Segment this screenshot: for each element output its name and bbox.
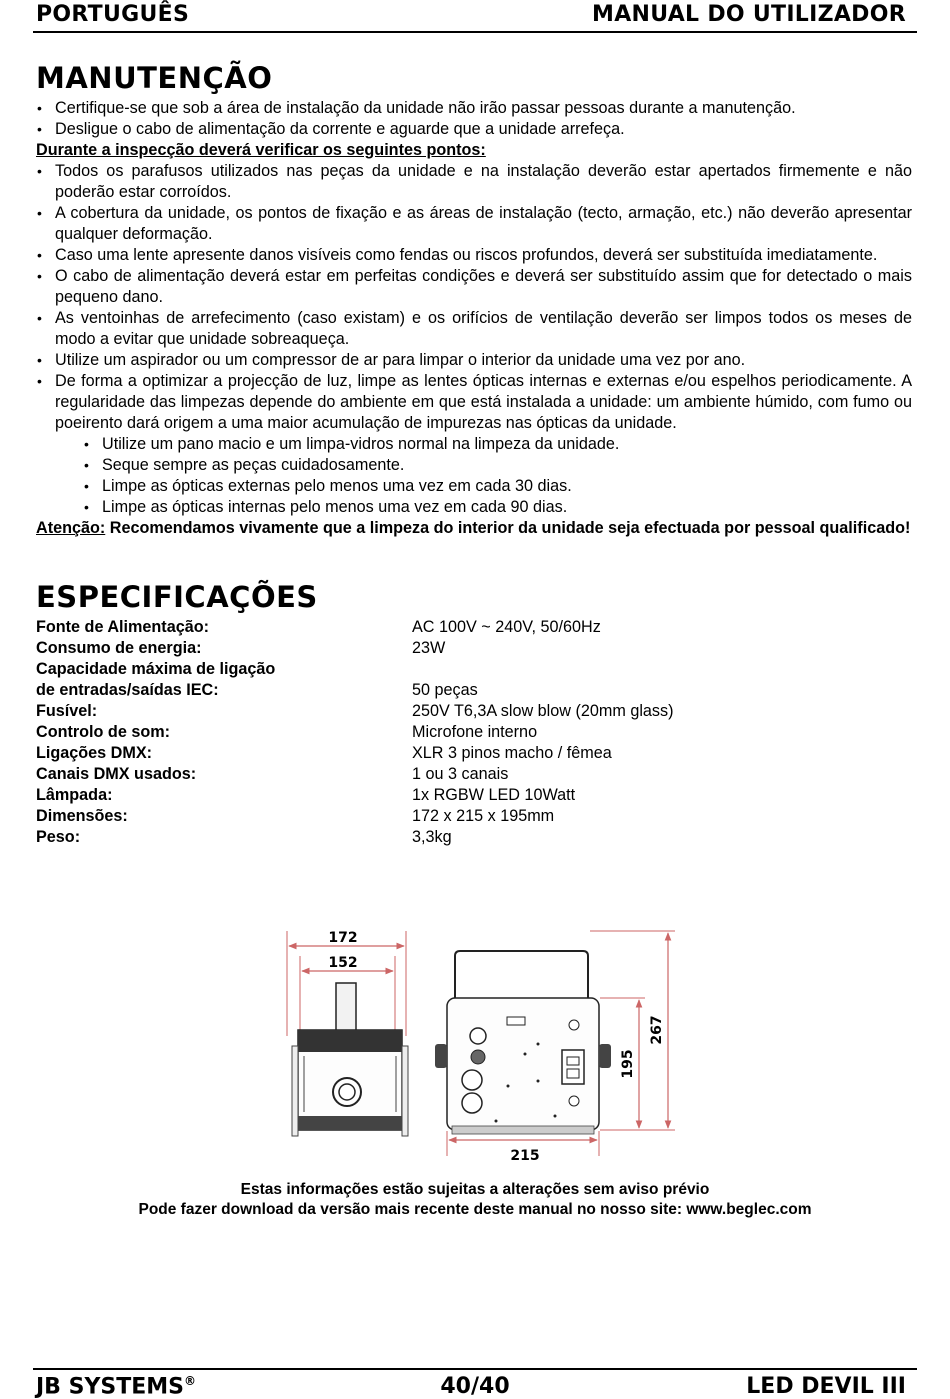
specs-table [36,617,674,848]
table-row [36,680,674,701]
specs-title: ESPECIFICAÇÕES [36,580,318,614]
list-item: • Limpe as ópticas internas pelo menos uma vez em cada 90 dias. [83,497,912,518]
footer-rule [33,1368,917,1370]
spec-label: Lâmpada: [36,786,113,804]
spec-label: de entradas/saídas IEC: [36,681,219,699]
maintenance-title: MANUTENÇÃO [36,61,273,95]
side-view [287,930,408,1136]
dim-172-label: 172 [328,930,358,946]
dim-215-label: 215 [510,1148,540,1164]
list-item: • Utilize um aspirador ou um compressor de ar para limpar o interior da unidade uma vez por ano. [36,350,912,371]
table-row [36,806,674,827]
spec-value: 3,3kg [412,828,452,846]
dim-152-label: 152 [328,955,358,971]
spec-label: Fusível: [36,702,98,720]
table-row [36,659,674,680]
notice-line-2: Pode fazer download da versão mais recente deste manual no nosso site: www.beglec.com [138,1201,812,1218]
list-item: • O cabo de alimentação deverá estar em perfeitas condições e deverá ser substituído assim que for detectado o mais pequeno dano. [36,266,912,308]
spec-label: Dimensões: [36,807,128,825]
spec-label: Fonte de Alimentação: [36,618,209,636]
dim-195-label: 195 [620,1049,636,1079]
cleaning-list [83,434,912,518]
inspection-heading: Durante a inspecção deverá verificar os seguintes pontos: [36,141,486,159]
header-language: PORTUGUÊS [36,2,190,27]
notice-line-1: Estas informações estão sujeitas a alterações sem aviso prévio [240,1181,710,1198]
spec-label: Peso: [36,828,81,846]
list-item: • Caso uma lente apresente danos visíveis como fendas ou riscos profundos, deverá ser substituída imediatamente. [36,245,912,266]
notice-block [0,1180,950,1220]
attention-note [36,518,912,539]
attention-text: Recomendamos vivamente que a limpeza do interior da unidade seja efectuada por pessoal qualificado! [105,519,911,537]
table-row [36,785,674,806]
list-item: • Seque sempre as peças cuidadosamente. [83,455,912,476]
spec-label: Ligações DMX: [36,744,153,762]
table-row [36,722,674,743]
maintenance-intro-list [36,98,912,140]
spec-value: 50 peças [412,681,478,699]
back-view [435,931,675,1164]
spec-value: AC 100V ~ 240V, 50/60Hz [412,618,601,636]
table-row [36,764,674,785]
list-item: • Todos os parafusos utilizados nas peças da unidade e na instalação deverão estar apertados firmemente e não poderão estar corroídos. [36,161,912,203]
inspection-list [36,161,912,434]
spec-value: 1 ou 3 canais [412,765,509,783]
spec-value: Microfone interno [412,723,538,741]
list-item: • A cobertura da unidade, os pontos de fixação e as áreas de instalação (tecto, armação, etc.) não deverão apresentar qualquer deformação. [36,203,912,245]
list-item: • Utilize um pano macio e um limpa-vidros normal na limpeza da unidade. [83,434,912,455]
header-manual-title: MANUAL DO UTILIZADOR [592,2,906,27]
attention-label: Atenção: [36,519,106,537]
footer-model: LED DEVIL III [746,1374,906,1399]
list-item: • Desligue o cabo de alimentação da corrente e aguarde que a unidade arrefeça. [36,119,912,140]
spec-value: 1x RGBW LED 10Watt [412,786,576,804]
footer-page-number: 40/40 [440,1374,510,1399]
dim-267-label: 267 [649,1015,665,1045]
table-row [36,638,674,659]
spec-value [412,659,674,680]
spec-label: Consumo de energia: [36,639,202,657]
registered-mark: ® [184,1374,197,1388]
list-item: • As ventoinhas de arrefecimento (caso existam) e os orifícios de ventilação deverão ser limpos todos os meses de modo a evitar que unidade sobreaqueça. [36,308,912,350]
spec-value: 172 x 215 x 195mm [412,807,555,825]
list-item: • De forma a optimizar a projecção de luz, limpe as lentes ópticas internas e externas e/ou espelhos periodicamente. A regularidade das limpezas depende do ambiente em que está instalada a unidade: um ambiente húmido, com fumo ou poeirento dará origem a uma maior acumulação de impurezas nas ópticas da unidade. [36,371,912,434]
list-item: • Limpe as ópticas externas pelo menos uma vez em cada 30 dias. [83,476,912,497]
table-row [36,617,674,638]
spec-label: Capacidade máxima de ligação [36,660,276,678]
table-row [36,701,674,722]
table-row [36,743,674,764]
dimension-drawing [280,926,680,1166]
spec-value: 250V T6,3A slow blow (20mm glass) [412,702,674,720]
page-content [36,58,912,848]
footer-brand-name: JB SYSTEMS [36,1374,185,1399]
list-item: • Certifique-se que sob a área de instalação da unidade não irão passar pessoas durante a manutenção. [36,98,912,119]
spec-value: 23W [412,639,446,657]
spec-label: Controlo de som: [36,723,170,741]
header-rule [33,31,917,33]
spec-label: Canais DMX usados: [36,765,197,783]
table-row [36,827,674,848]
spec-value: XLR 3 pinos macho / fêmea [412,744,612,762]
